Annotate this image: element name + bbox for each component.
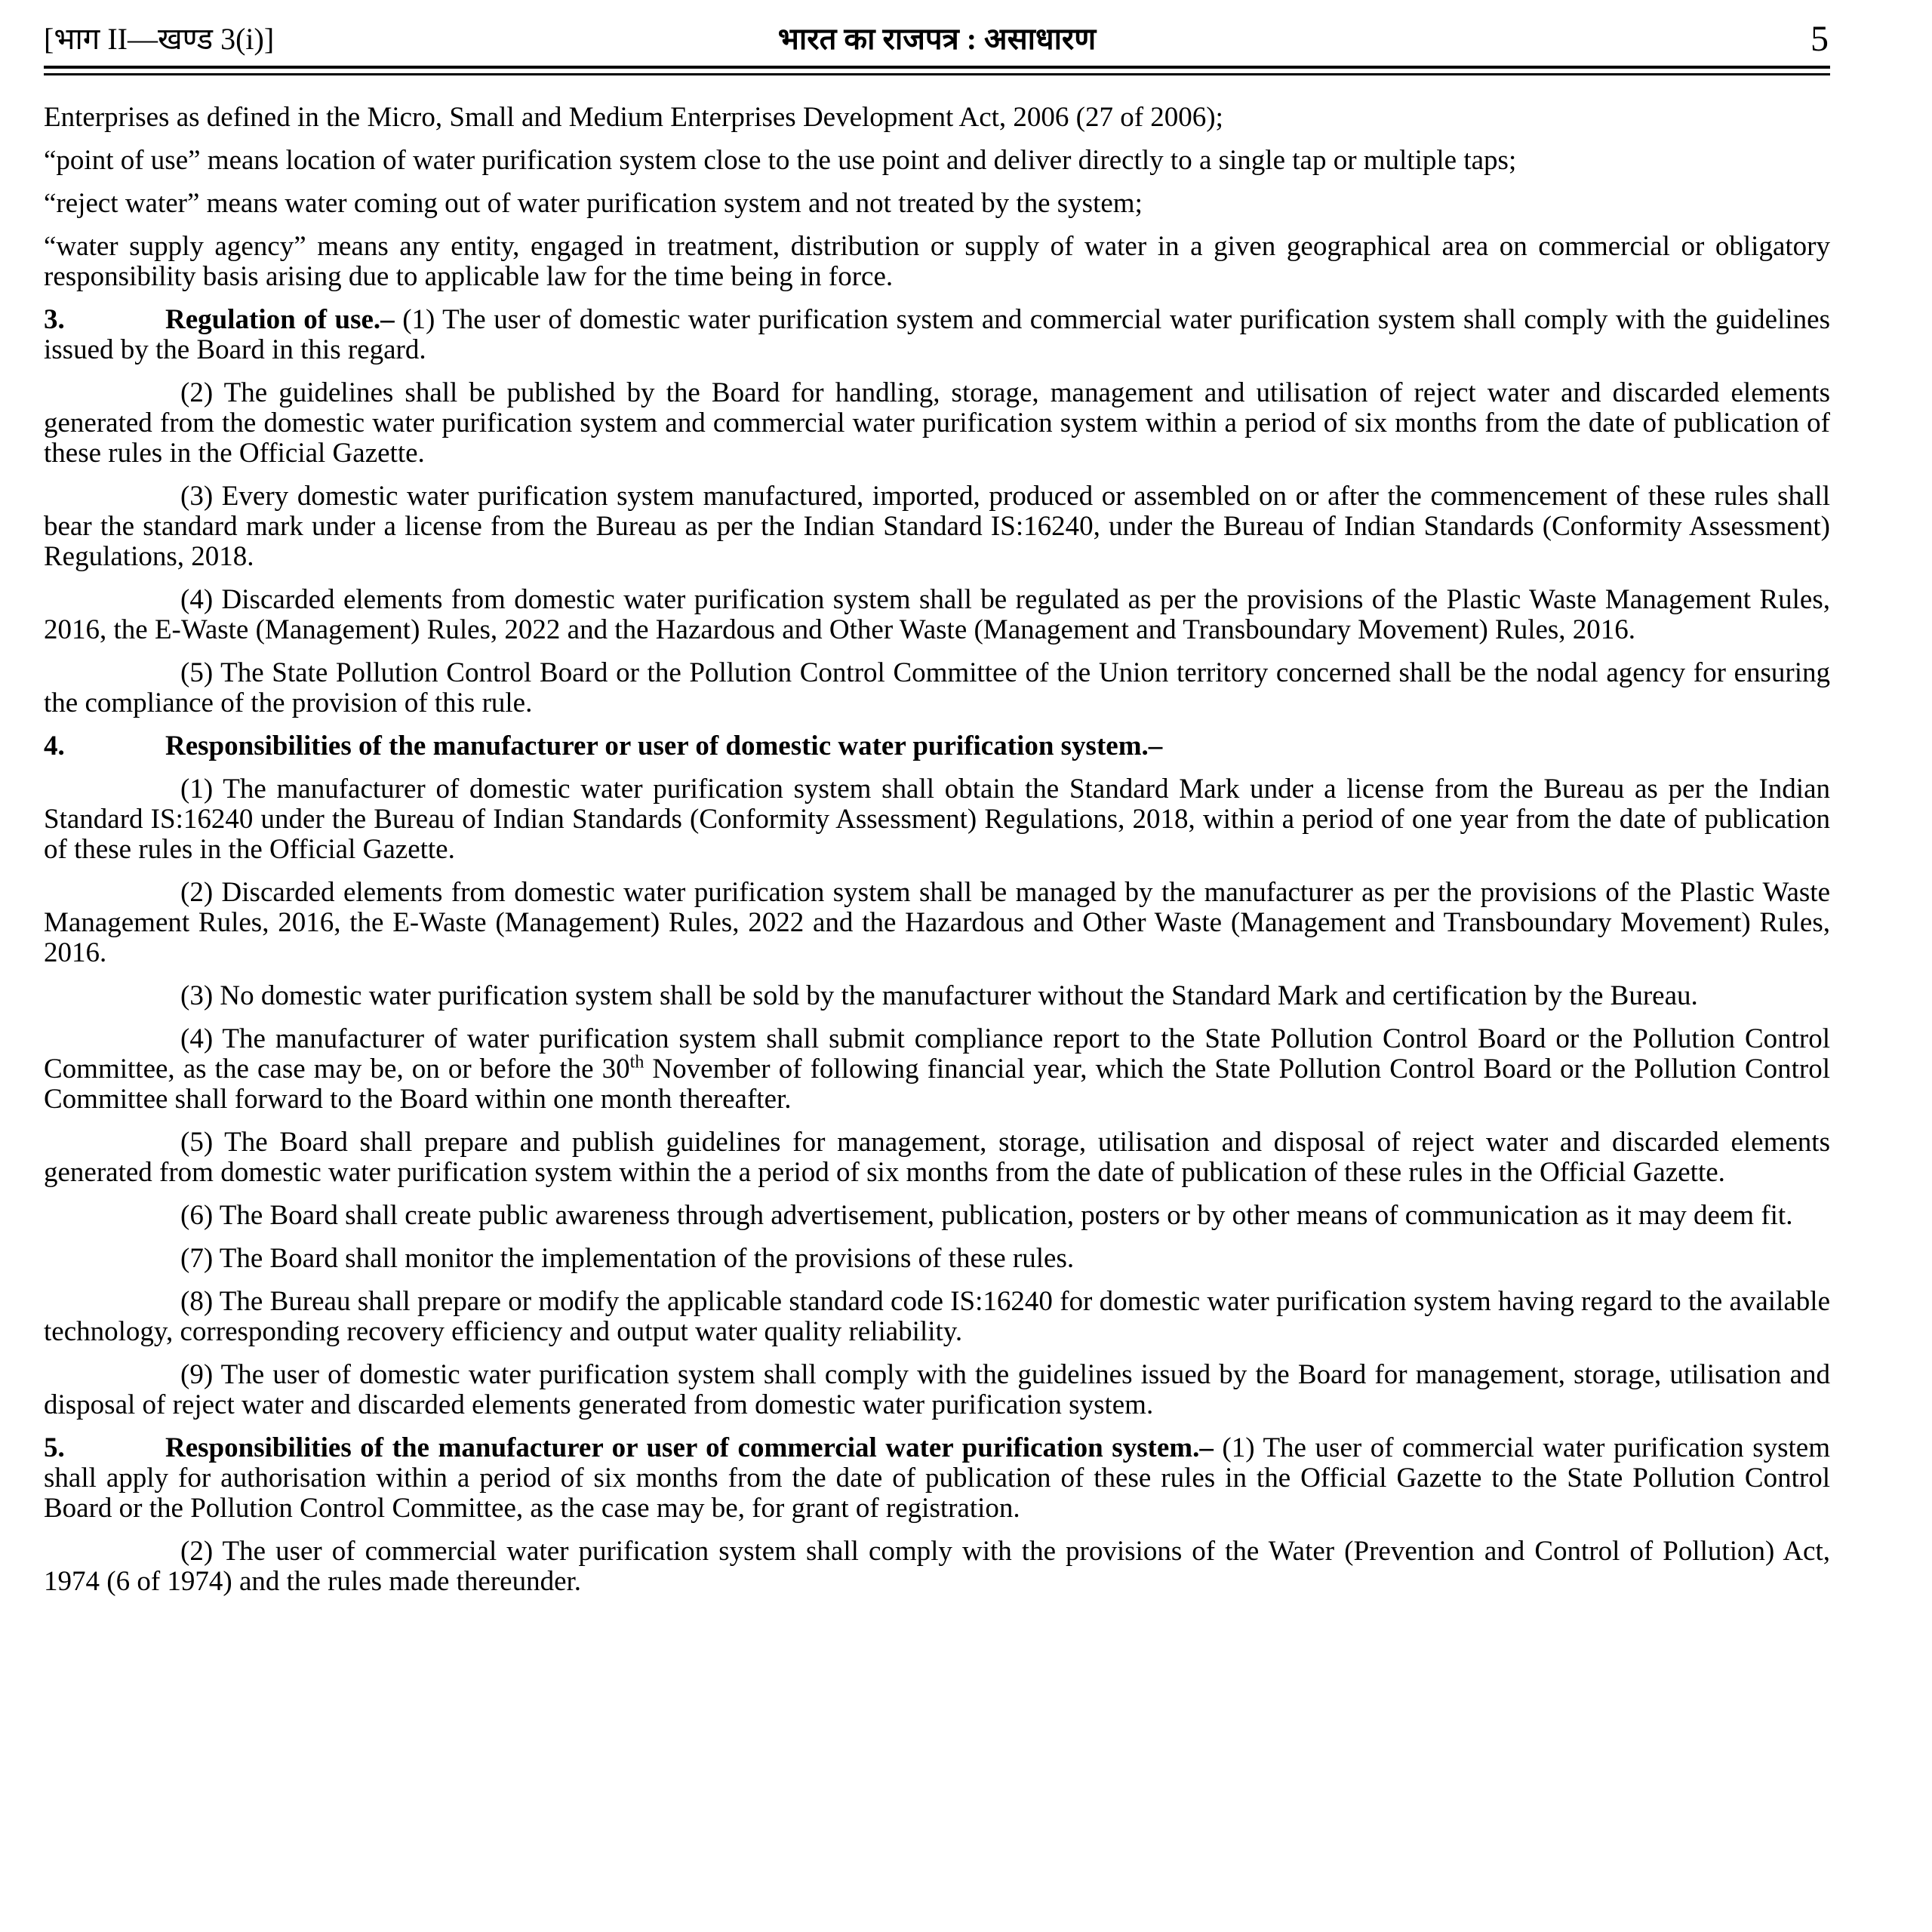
rule-paragraph: (6) The Board shall create public awareness through advertisement, publication, posters or by other means of communication as it may deem fit.: [180, 1200, 1793, 1231]
clause-text: “reject water” means water coming out of water purification system and not treated by the system;: [44, 188, 1143, 219]
clause-item-i: [44, 232, 1830, 292]
rule-paragraph: (9) The user of domestic water purification system shall comply with the guidelines issued by the Board for management, storage, utilisation and disposal of reject water and discarded elements generated from domestic water purification system.: [44, 1359, 1830, 1420]
rule-paragraph: (3) Every domestic water purification system manufactured, imported, produced or assembled on or after the commencement of these rules shall bear the standard mark under a license from the Bureau as per the Indian Standard IS:16240, under the Bureau of Indian Standards (Conformity Assessment) Regulations, 2018.: [44, 481, 1830, 572]
clause-label: [0, 189, 12, 219]
clause-item-g: [44, 146, 1830, 176]
section-3-lead-paragraph: [44, 305, 1830, 365]
section-lead-text: (1) The user of domestic water purification system and commercial water purification system shall comply with the guidelines issued by the Board in this regard.: [44, 304, 1830, 365]
clause-text: Enterprises as defined in the Micro, Small and Medium Enterprises Development Act, 2006 (27 of 2006);: [44, 102, 1223, 133]
section-4-heading-paragraph: [44, 731, 1830, 761]
section-5-lead-paragraph: [44, 1433, 1830, 1524]
clause-item-h: [44, 189, 1830, 219]
paragraph-text-post: November of following financial year, which the State Pollution Control Board or the Pollution Control Committee shall forward to the Board within one month thereafter.: [44, 1054, 1831, 1115]
clause-continuation: [44, 103, 1830, 133]
ordinal-superscript: th: [629, 1052, 645, 1072]
rule-paragraph-with-superscript: [44, 1024, 1830, 1115]
rule-paragraph: (7) The Board shall monitor the implementation of the provisions of these rules.: [180, 1243, 1075, 1274]
rule-paragraph: (5) The State Pollution Control Board or the Pollution Control Committee of the Union territory concerned shall be the nodal agency for ensuring the compliance of the provision of this rule.: [44, 657, 1830, 718]
document-body: [44, 103, 1830, 1597]
rule-paragraph: (5) The Board shall prepare and publish guidelines for management, storage, utilisation and disposal of reject water and discarded elements generated from domestic water purification system within the a period of six months from the date of publication of these rules in the Official Gazette.: [44, 1127, 1830, 1188]
clause-label: [0, 232, 12, 262]
section-lead-text: (1) The user of commercial water purification system shall apply for authorisation within a period of six months from the date of publication of these rules in the Official Gazette to the State Pollution Control Board or the Pollution Control Committee, as the case may be, for grant of registration.: [44, 1432, 1830, 1524]
clause-text: “point of use” means location of water purification system close to the use point and deliver directly to a single tap or multiple taps;: [44, 145, 1517, 176]
section-heading: Regulation of use.–: [165, 304, 395, 335]
rule-paragraph: (2) Discarded elements from domestic water purification system shall be managed by the manufacturer as per the provisions of the Plastic Waste Management Rules, 2016, the E-Waste (Management) Rules, 2022 and the Hazardous and Other Waste (Management and Transboundary Movement) Rules, 2016.: [44, 877, 1830, 968]
rule-paragraph: (1) The manufacturer of domestic water purification system shall obtain the Standard Mark under a license from the Bureau as per the Indian Standard IS:16240 under the Bureau of Indian Standards (Conformity Assessment) Regulations, 2018, within a period of one year from the date of publication of these rules in the Official Gazette.: [44, 774, 1830, 865]
rule-paragraph: (3) No domestic water purification system shall be sold by the manufacturer without the Standard Mark and certification by the Bureau.: [180, 980, 1698, 1011]
section-number: 5.: [44, 1432, 65, 1463]
rule-paragraph: (4) Discarded elements from domestic water purification system shall be regulated as per the provisions of the Plastic Waste Management Rules, 2016, the E-Waste (Management) Rules, 2022 and the Hazardous and Other Waste (Management and Transboundary Movement) Rules, 2016.: [44, 584, 1830, 645]
header-part-label: [भाग II—खण्ड 3(i)]: [44, 22, 275, 56]
header-gazette-title: भारत का राजपत्र : असाधारण: [777, 22, 1097, 56]
section-heading: Responsibilities of the manufacturer or user of domestic water purification system.–: [165, 731, 1163, 761]
header-double-rule: [44, 66, 1830, 75]
rule-paragraph: (2) The guidelines shall be published by the Board for handling, storage, management and utilisation of reject water and discarded elements generated from the domestic water purification system and commercial water purification system within a period of six months from the date of publication of these rules in the Official Gazette.: [44, 377, 1830, 469]
rule-paragraph: (2) The user of commercial water purification system shall comply with the provisions of the Water (Prevention and Control of Pollution) Act, 1974 (6 of 1974) and the rules made thereunder.: [44, 1536, 1830, 1597]
clause-label: [0, 146, 12, 176]
clause-text: “water supply agency” means any entity, engaged in treatment, distribution or supply of water in a given geographical area on commercial or obligatory responsibility basis arising due to applicable law for the time being in force.: [44, 231, 1830, 292]
section-heading: Responsibilities of the manufacturer or user of commercial water purification system.–: [165, 1432, 1214, 1463]
paragraph-text-pre: (4) The manufacturer of water purification system shall submit compliance report to the State Pollution Control Board or the Pollution Control Committee, as the case may be, on or before the 30: [44, 1023, 1830, 1084]
rule-paragraph: (8) The Bureau shall prepare or modify the applicable standard code IS:16240 for domestic water purification system having regard to the available technology, corresponding recovery efficiency and output water quality reliability.: [44, 1286, 1830, 1347]
section-number: 3.: [44, 304, 65, 335]
page-header: [44, 20, 1830, 59]
section-number: 4.: [44, 731, 65, 761]
header-page-number: 5: [1810, 19, 1829, 59]
